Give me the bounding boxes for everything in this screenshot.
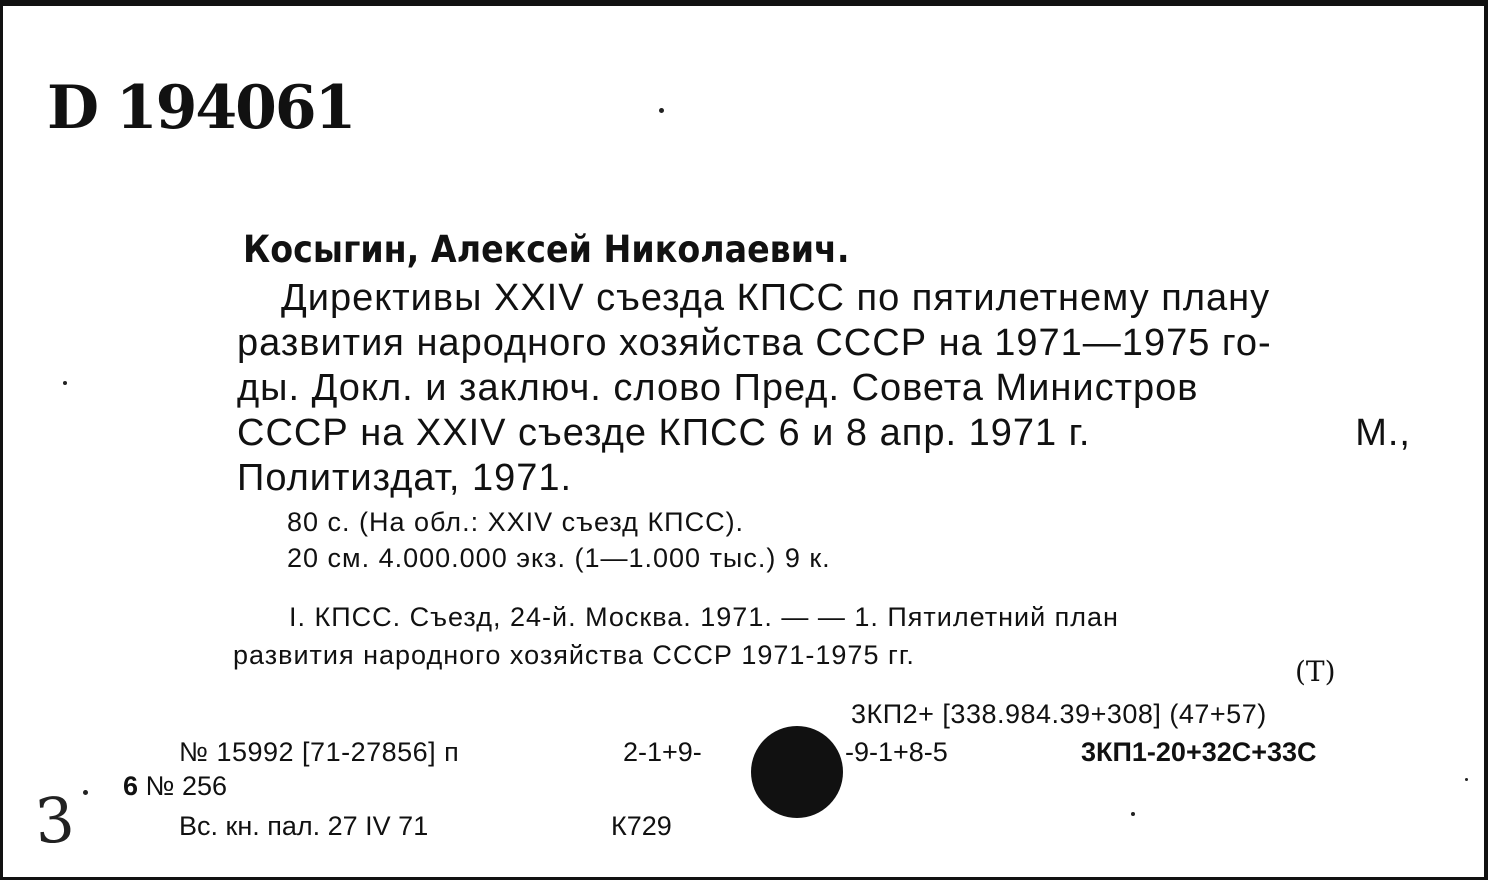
author-heading: Косыгин, Алексей Николаевич. bbox=[243, 228, 850, 271]
bold-class-code: 3КП1-20+32С+33С bbox=[1081, 737, 1317, 767]
index-left: 2-1+9- bbox=[623, 737, 702, 767]
handwritten-accession-number: D 194061 bbox=[47, 73, 355, 143]
title-description bbox=[237, 276, 1411, 501]
title-line-2 bbox=[237, 321, 1411, 366]
title-line-4-text: СССР на XXIV съезде КПСС 6 и 8 апр. 1971 г. bbox=[237, 412, 1091, 454]
pencil-mark: 3 bbox=[32, 782, 77, 859]
speck bbox=[1131, 812, 1135, 816]
subject-line-2: развития народного хозяйства СССР 1971-1975 гг. bbox=[233, 640, 915, 670]
print-number-text: № 256 bbox=[145, 771, 228, 801]
title-line-4 bbox=[237, 411, 1411, 456]
title-line-5: Политиздат, 1971. bbox=[237, 457, 573, 499]
title-line-1: Директивы XXIV съезда КПСС по пятилетнему плану bbox=[281, 277, 1271, 319]
physical-line-1: 80 с. (На обл.: XXIV съезд КПСС). bbox=[287, 507, 745, 537]
print-number bbox=[123, 770, 227, 802]
classification-code: 3КП2+ [338.984.39+308] (47+57) bbox=[851, 699, 1267, 729]
subject-headings bbox=[233, 598, 1407, 674]
record-number: № 15992 [71-27856] п bbox=[179, 737, 460, 767]
subject-line-1: I. КПСС. Съезд, 24-й. Москва. 1971. — — 1. Пятилетний план bbox=[289, 602, 1119, 632]
print-prefix: 6 bbox=[123, 771, 139, 801]
index-right: -9-1+8-5 bbox=[845, 737, 948, 767]
speck bbox=[1465, 778, 1468, 781]
speck bbox=[63, 381, 67, 385]
book-chamber-stamp: Вс. кн. пал. 27 IV 71 bbox=[179, 811, 429, 841]
ct-mark: (Т) bbox=[1295, 655, 1336, 688]
title-line-2-text: развития народного хозяйства СССР на 1971—1975 го- bbox=[237, 322, 1272, 364]
k-number: К729 bbox=[611, 811, 672, 841]
physical-description bbox=[287, 504, 831, 576]
punch-hole bbox=[751, 726, 843, 818]
title-line-4-tail: М., bbox=[1355, 412, 1411, 454]
speck bbox=[659, 108, 664, 113]
speck bbox=[83, 790, 88, 795]
physical-line-2: 20 см. 4.000.000 экз. (1—1.000 тыс.) 9 к. bbox=[287, 543, 831, 573]
title-line-3: ды. Докл. и заключ. слово Пред. Совета Министров bbox=[237, 367, 1199, 409]
